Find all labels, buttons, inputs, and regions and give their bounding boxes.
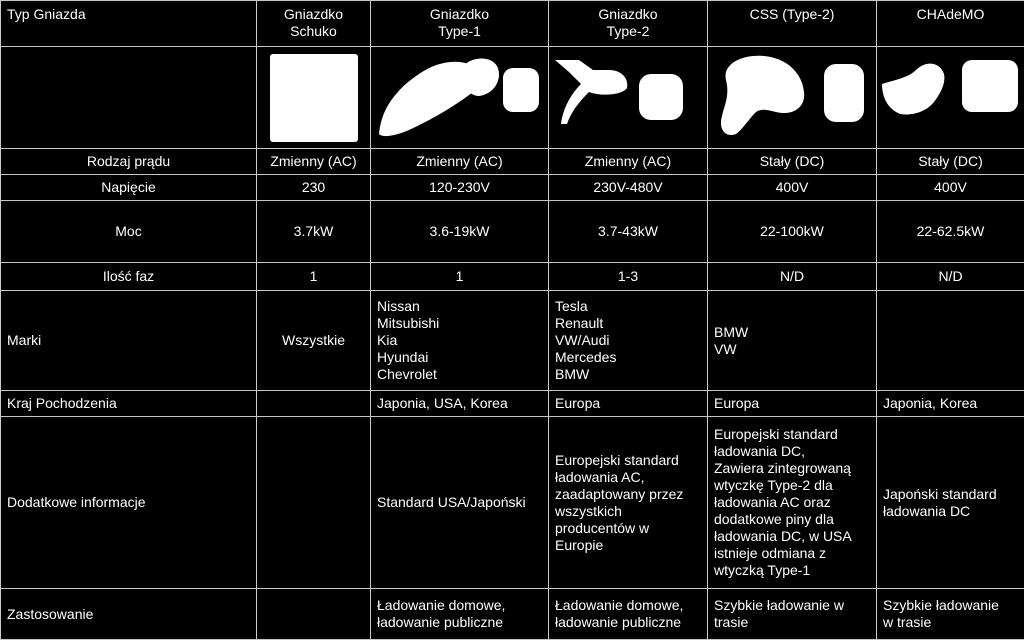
ccs-plug-icon — [708, 47, 877, 149]
header-ccs: CSS (Type-2) — [708, 1, 877, 47]
label-info: Dodatkowe informacje — [1, 417, 257, 589]
image-row — [1, 47, 1024, 149]
cell-phases-ccs: N/D — [708, 263, 877, 291]
cell-usage-type1: Ładowanie domowe, ładowanie publiczne — [371, 589, 549, 640]
cell-usage-chademo: Szybkie ładowanie w trasie — [877, 589, 1024, 640]
label-power: Moc — [1, 201, 257, 263]
cell-voltage-type2: 230V-480V — [549, 175, 708, 201]
header-type2: Gniazdko Type-2 — [549, 1, 708, 47]
cell-origin-chademo: Japonia, Korea — [877, 391, 1024, 417]
cell-info-type1: Standard USA/Japoński — [371, 417, 549, 589]
cell-power-type1: 3.6-19kW — [371, 201, 549, 263]
cell-brands-type1: Nissan Mitsubishi Kia Hyundai Chevrolet — [371, 291, 549, 391]
cell-brands-ccs: BMW VW — [708, 291, 877, 391]
row-origin — [1, 391, 1024, 417]
cell-current-chademo: Stały (DC) — [877, 149, 1024, 175]
type1-plug-icon — [371, 47, 549, 149]
label-usage: Zastosowanie — [1, 589, 257, 640]
cell-origin-type2: Europa — [549, 391, 708, 417]
cell-voltage-type1: 120-230V — [371, 175, 549, 201]
row-power — [1, 201, 1024, 263]
cell-phases-type1: 1 — [371, 263, 549, 291]
cell-info-type2: Europejski standard ładowania AC, zaadaptowany przez wszystkich producentów w Europie — [549, 417, 708, 589]
row-usage — [1, 589, 1024, 640]
cell-current-schuko: Zmienny (AC) — [257, 149, 371, 175]
row-current — [1, 149, 1024, 175]
cell-usage-ccs: Szybkie ładowanie w trasie — [708, 589, 877, 640]
label-voltage: Napięcie — [1, 175, 257, 201]
header-type1: Gniazdko Type-1 — [371, 1, 549, 47]
cell-usage-type2: Ładowanie domowe, ładowanie publiczne — [549, 589, 708, 640]
row-brands — [1, 291, 1024, 391]
cell-brands-type2: Tesla Renault VW/Audi Mercedes BMW — [549, 291, 708, 391]
label-brands: Marki — [1, 291, 257, 391]
cell-power-ccs: 22-100kW — [708, 201, 877, 263]
cell-phases-type2: 1-3 — [549, 263, 708, 291]
header-row — [1, 1, 1024, 47]
schuko-plug-icon — [257, 47, 371, 149]
cell-power-chademo: 22-62.5kW — [877, 201, 1024, 263]
cell-info-ccs: Europejski standard ładowania DC, Zawiera zintegrowaną wtyczkę Type-2 dla ładowania AC oraz dodatkowe piny dla ładowania DC, w USA istnieje odmiana z wtyczką Type-1 — [708, 417, 877, 589]
cell-current-ccs: Stały (DC) — [708, 149, 877, 175]
header-label: Typ Gniazda — [1, 1, 257, 47]
cell-origin-ccs: Europa — [708, 391, 877, 417]
cell-phases-chademo: N/D — [877, 263, 1024, 291]
cell-origin-type1: Japonia, USA, Korea — [371, 391, 549, 417]
label-current: Rodzaj prądu — [1, 149, 257, 175]
cell-current-type1: Zmienny (AC) — [371, 149, 549, 175]
label-phases: Ilość faz — [1, 263, 257, 291]
cell-power-type2: 3.7-43kW — [549, 201, 708, 263]
cell-power-schuko: 3.7kW — [257, 201, 371, 263]
type2-plug-icon — [549, 47, 708, 149]
cell-info-schuko — [257, 417, 371, 589]
cell-usage-schuko — [257, 589, 371, 640]
cell-current-type2: Zmienny (AC) — [549, 149, 708, 175]
cell-brands-chademo — [877, 291, 1024, 391]
row-phases — [1, 263, 1024, 291]
header-schuko: Gniazdko Schuko — [257, 1, 371, 47]
cell-info-chademo: Japoński standard ładowania DC — [877, 417, 1024, 589]
cell-phases-schuko: 1 — [257, 263, 371, 291]
label-origin: Kraj Pochodzenia — [1, 391, 257, 417]
header-chademo: CHAdeMO — [877, 1, 1024, 47]
row-info — [1, 417, 1024, 589]
cell-voltage-chademo: 400V — [877, 175, 1024, 201]
cell-voltage-ccs: 400V — [708, 175, 877, 201]
chademo-plug-icon — [877, 47, 1024, 149]
cell-origin-schuko — [257, 391, 371, 417]
row-voltage — [1, 175, 1024, 201]
cell-voltage-schuko: 230 — [257, 175, 371, 201]
image-row-label — [1, 47, 257, 149]
cell-brands-schuko: Wszystkie — [257, 291, 371, 391]
